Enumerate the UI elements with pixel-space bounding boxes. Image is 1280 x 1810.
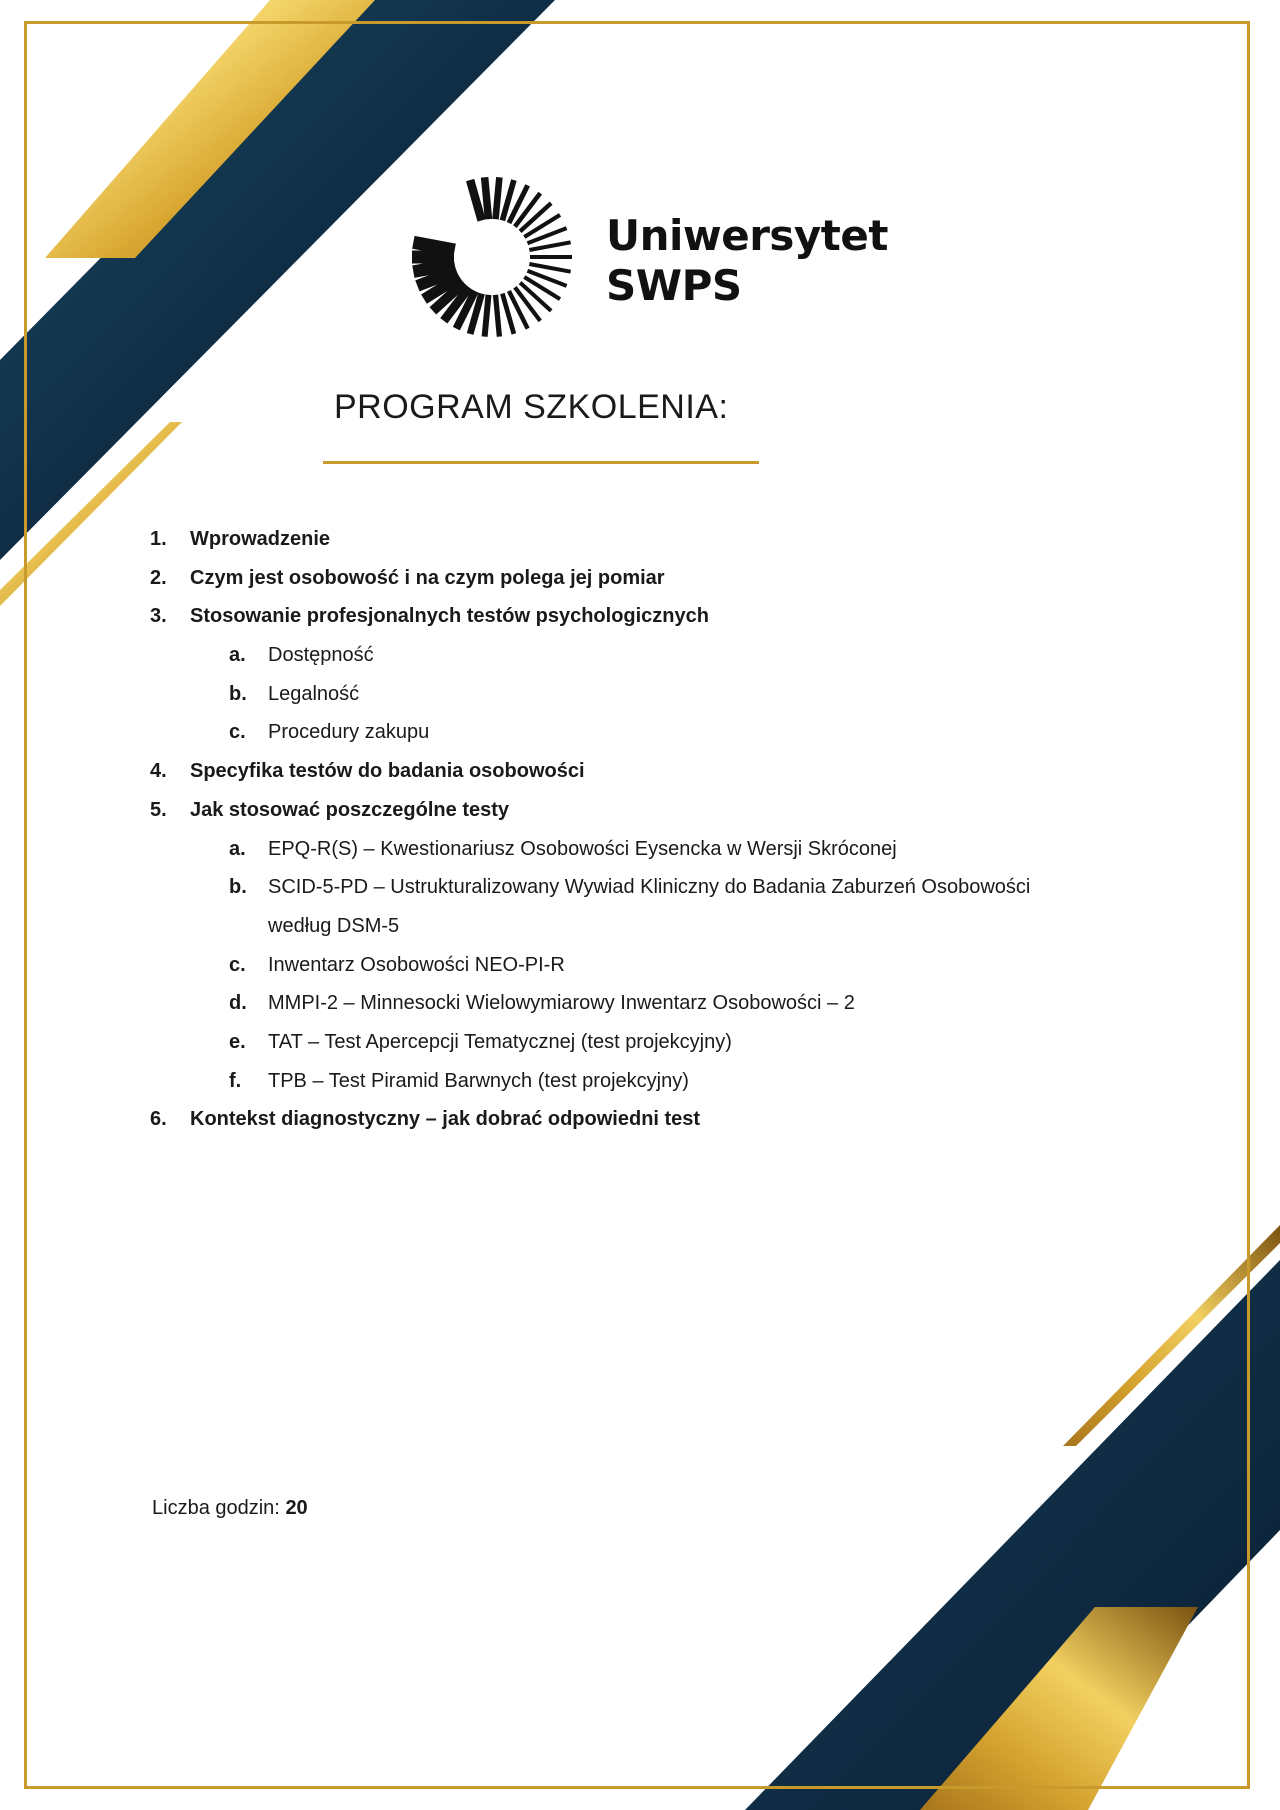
list-item-text: Stosowanie profesjonalnych testów psychologicznych bbox=[190, 605, 709, 628]
list-item-text: MMPI-2 – Minnesocki Wielowymiarowy Inwentarz Osobowości – 2 bbox=[268, 992, 855, 1015]
list-item-number: 2. bbox=[150, 566, 167, 589]
hours-info bbox=[152, 1497, 308, 1520]
swps-sunburst-icon bbox=[410, 175, 580, 345]
list-item-text: Kontekst diagnostyczny – jak dobrać odpowiedni test bbox=[190, 1108, 701, 1131]
list-item-number: a. bbox=[229, 837, 246, 860]
list-item-text: Dostępność bbox=[268, 644, 374, 667]
list-item bbox=[150, 713, 1110, 752]
list-item-text: SCID-5-PD – Ustrukturalizowany Wywiad Kliniczny do Badania Zaburzeń Osobowości bbox=[268, 876, 1031, 899]
sunburst-ray bbox=[485, 295, 489, 337]
list-item-number: a. bbox=[229, 644, 246, 667]
sunburst-ray bbox=[515, 287, 540, 321]
sunburst-ray bbox=[413, 264, 454, 272]
list-item-text: Procedury zakupu bbox=[268, 721, 430, 744]
list-item bbox=[150, 1023, 1110, 1062]
sunburst-ray bbox=[470, 180, 481, 220]
list-item-number: c. bbox=[229, 721, 246, 744]
list-item-text: według DSM-5 bbox=[268, 914, 400, 937]
list-item bbox=[150, 946, 1110, 985]
list-item bbox=[150, 868, 1110, 907]
list-item-number: b. bbox=[229, 682, 247, 705]
sunburst-ray bbox=[520, 283, 551, 311]
university-logo bbox=[410, 175, 888, 345]
list-item bbox=[150, 597, 1110, 636]
list-item bbox=[150, 1062, 1110, 1101]
page-title: PROGRAM SZKOLENIA: bbox=[334, 388, 729, 426]
list-item-text: Wprowadzenie bbox=[190, 528, 331, 550]
list-item-number: e. bbox=[229, 1030, 246, 1053]
list-item-number: c. bbox=[229, 953, 246, 976]
hours-label: Liczba godzin: bbox=[152, 1497, 280, 1519]
list-item-text: Specyfika testów do badania osobowości bbox=[190, 760, 585, 783]
list-item-number: b. bbox=[229, 876, 247, 899]
program-list bbox=[150, 520, 1110, 1139]
hours-value: 20 bbox=[285, 1497, 308, 1519]
university-name bbox=[606, 211, 888, 311]
list-item-number: 1. bbox=[150, 528, 167, 550]
university-name-line2: SWPS bbox=[606, 261, 742, 310]
list-item-number: f. bbox=[229, 1069, 242, 1092]
list-item-number: 6. bbox=[150, 1108, 167, 1131]
list-item-text: TPB – Test Piramid Barwnych (test projekcyjny) bbox=[268, 1069, 689, 1092]
list-item bbox=[150, 791, 1110, 830]
list-item-number: 4. bbox=[150, 760, 167, 783]
list-item-text: TAT – Test Apercepcji Tematycznej (test projekcyjny) bbox=[268, 1030, 732, 1053]
list-item bbox=[150, 636, 1110, 675]
list-item bbox=[150, 520, 1110, 559]
sunburst-ray bbox=[485, 177, 489, 219]
sunburst-ray bbox=[496, 177, 500, 219]
list-item bbox=[150, 1100, 1110, 1139]
list-item-text: Jak stosować poszczególne testy bbox=[190, 798, 510, 821]
list-item bbox=[150, 559, 1110, 598]
list-item-text: Legalność bbox=[268, 682, 360, 705]
list-item-number: 3. bbox=[150, 605, 167, 628]
title-underline bbox=[323, 461, 759, 464]
sunburst-ray bbox=[529, 264, 570, 272]
list-item bbox=[150, 752, 1110, 791]
list-item bbox=[150, 907, 1110, 946]
sunburst-ray bbox=[529, 242, 570, 250]
list-item bbox=[150, 984, 1110, 1023]
list-item-text: Czym jest osobowość i na czym polega jej pomiar bbox=[190, 566, 665, 589]
list-item bbox=[150, 675, 1110, 714]
list-item-text: EPQ-R(S) – Kwestionariusz Osobowości Eysencka w Wersji Skróconej bbox=[268, 837, 897, 860]
university-name-line1: Uniwersytet bbox=[606, 211, 888, 260]
list-item-number: d. bbox=[229, 992, 247, 1015]
list-item-number: 5. bbox=[150, 798, 167, 821]
sunburst-ray bbox=[413, 242, 454, 250]
sunburst-ray bbox=[496, 295, 500, 337]
list-item-text: Inwentarz Osobowości NEO-PI-R bbox=[268, 953, 565, 976]
list-item bbox=[150, 830, 1110, 869]
